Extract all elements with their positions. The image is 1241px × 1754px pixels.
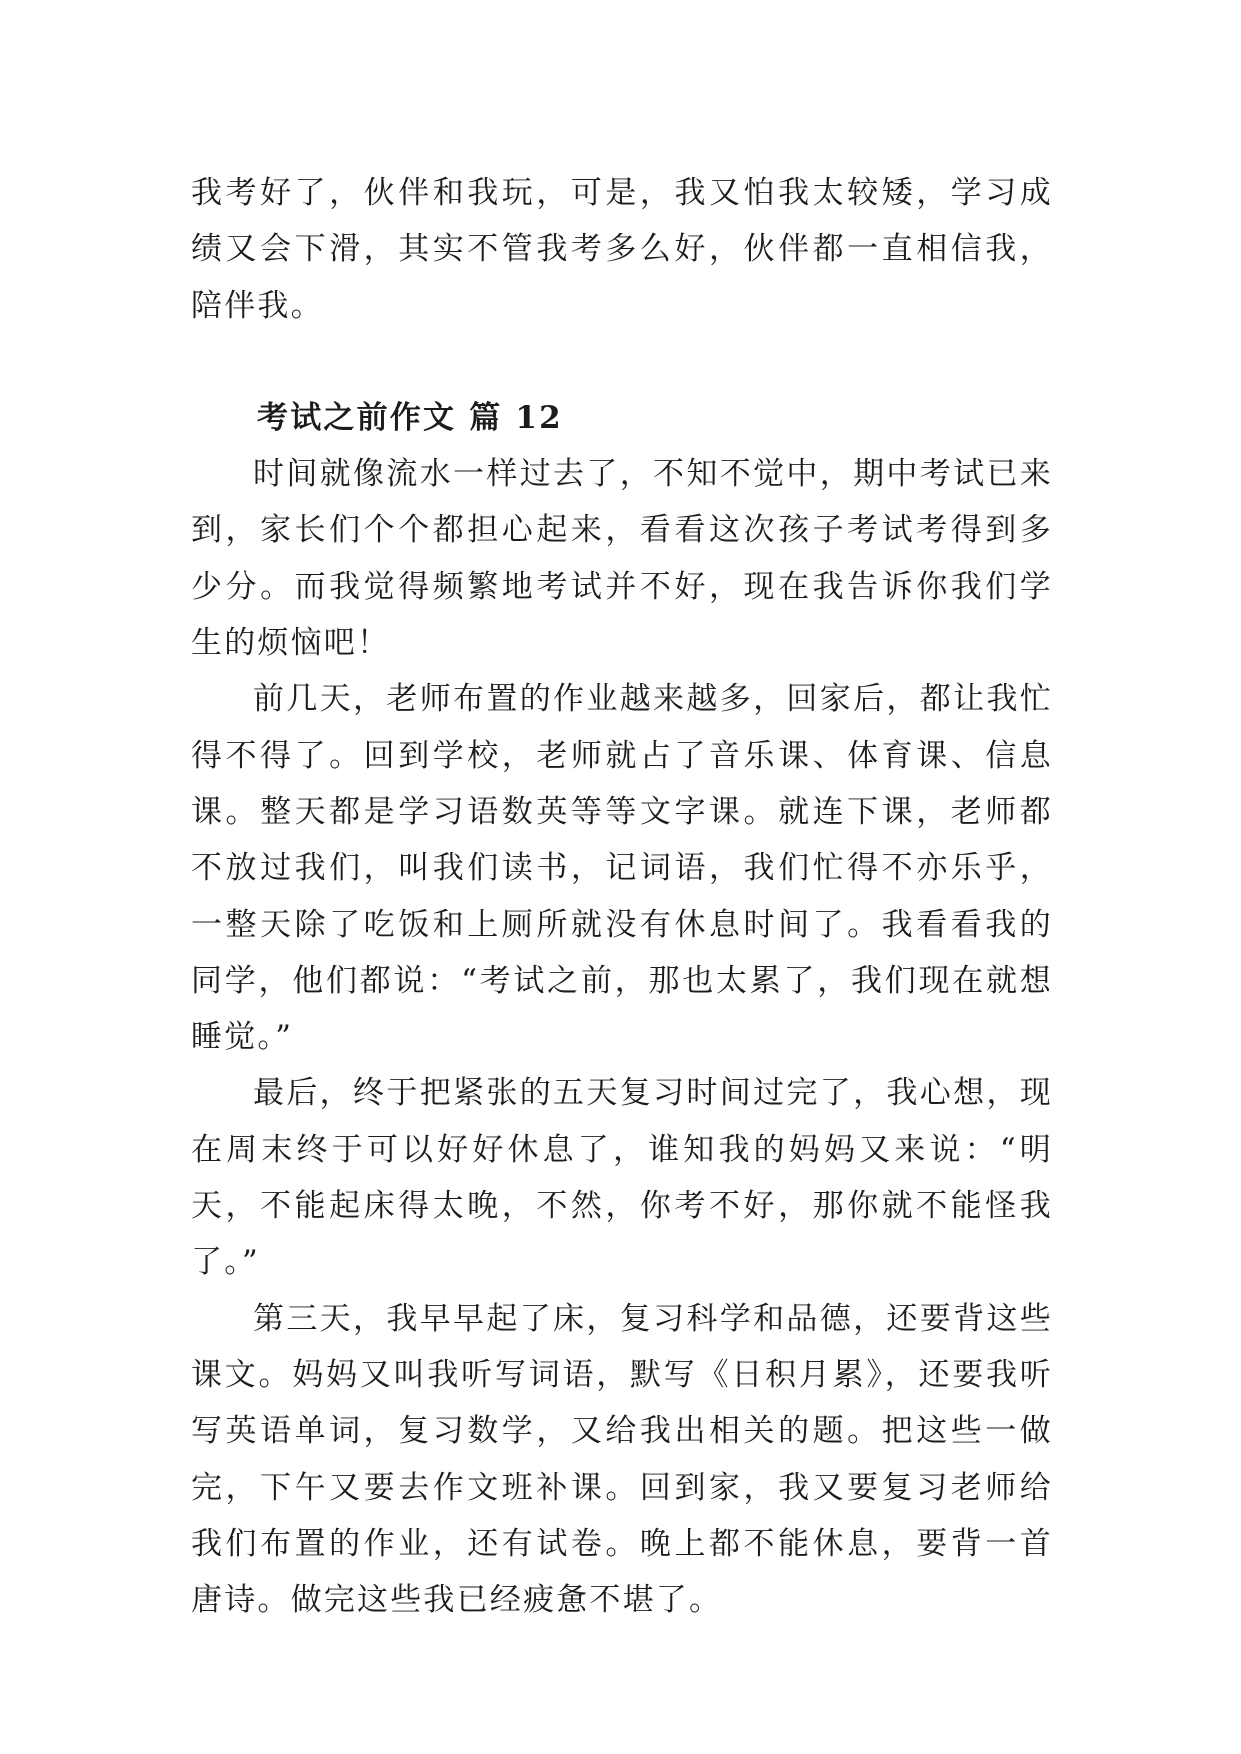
paragraph-4: 第三天，我早早起了床，复习科学和品德，还要背这些课文。妈妈又叫我听写词语，默写《日积月累》，还要我听写英语单词，复习数学，又给我出相关的题。把这些一做完，下午又要去作文班补课。回到家，我又要复习老师给我们布置的作业，还有试卷。晚上都不能休息，要背一首唐诗。做完这些我已经疲惫不堪了。 — [191, 1300, 1053, 1619]
continuation-paragraph: 我考好了，伙伴和我玩，可是，我又怕我太较矮，学习成绩又会下滑，其实不管我考多么好，伙伴都一直相信我，陪伴我。 — [191, 175, 1053, 324]
document-body — [191, 165, 1053, 1628]
paragraph-1: 时间就像流水一样过去了，不知不觉中，期中考试已来到，家长们个个都担心起来，看看这次孩子考试考得到多少分。而我觉得频繁地考试并不好，现在我告诉你我们学生的烦恼吧！ — [191, 456, 1053, 662]
paragraph-3: 最后，终于把紧张的五天复习时间过完了，我心想，现在周末终于可以好好休息了，谁知我的妈妈又来说：“明天，不能起床得太晚，不然，你考不好，那你就不能怪我了。” — [191, 1075, 1053, 1281]
section-title: 考试之前作文 篇 12 — [257, 399, 563, 436]
paragraph-2: 前几天，老师布置的作业越来越多，回家后，都让我忙得不得了。回到学校，老师就占了音乐课、体育课、信息课。整天都是学习语数英等等文字课。就连下课，老师都不放过我们，叫我们读书，记词语，我们忙得不亦乐乎，一整天除了吃饭和上厕所就没有休息时间了。我看看我的同学，他们都说：“考试之前，那也太累了，我们现在就想睡觉。” — [191, 681, 1053, 1056]
